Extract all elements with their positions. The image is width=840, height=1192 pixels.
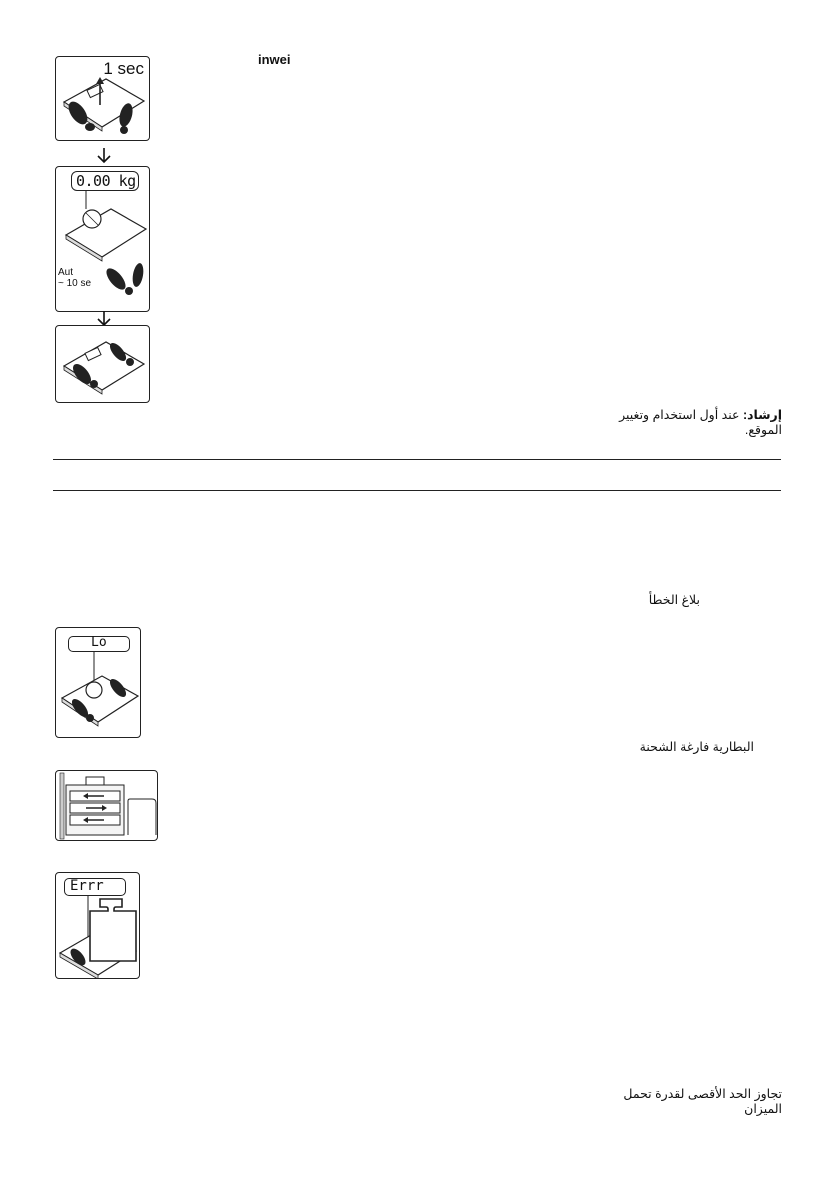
hint-label: إرشاد: xyxy=(742,408,782,422)
overload-illustration xyxy=(56,873,140,979)
kg-display-value: 0.00 kg xyxy=(76,172,136,190)
hint-line1 xyxy=(482,408,782,423)
figure-battery xyxy=(55,770,158,841)
overload-line2: الميزان xyxy=(744,1102,782,1116)
scale-illustration xyxy=(56,628,141,738)
figure-errr xyxy=(55,872,140,979)
header-fragment: inwei xyxy=(258,52,291,67)
overload-line1: تجاوز الحد الأقصى لقدرة تحمل xyxy=(623,1087,782,1101)
scale-illustration xyxy=(56,167,150,312)
figure-step-tap xyxy=(55,56,150,141)
arrow-down-icon xyxy=(95,148,113,164)
figure-lo xyxy=(55,627,141,738)
auto-label-line1: Aut xyxy=(58,267,74,278)
hint-paragraph xyxy=(482,408,782,438)
scale-illustration xyxy=(56,57,150,141)
divider-bottom xyxy=(53,490,781,491)
auto-label-line2: ~ 10 se xyxy=(58,278,92,289)
section-battery-empty: البطارية فارغة الشحنة xyxy=(639,740,754,754)
weight-icon xyxy=(90,899,136,961)
lo-display-value: Lo xyxy=(91,635,107,650)
timer-label: 1 sec xyxy=(103,59,144,78)
battery-compartment-illustration xyxy=(56,771,158,841)
hint-text-line2: الموقع. xyxy=(744,423,782,437)
figure-step-weigh xyxy=(55,325,150,403)
figure-step-zero xyxy=(55,166,150,312)
section-overload xyxy=(482,1087,782,1117)
scale-illustration xyxy=(56,326,150,403)
hint-text-line1: عند أول استخدام وتغيير xyxy=(619,408,740,422)
divider-top xyxy=(53,459,781,460)
section-error-message: بلاغ الخطأ xyxy=(648,593,700,607)
errr-display-value: Errr xyxy=(70,878,104,894)
